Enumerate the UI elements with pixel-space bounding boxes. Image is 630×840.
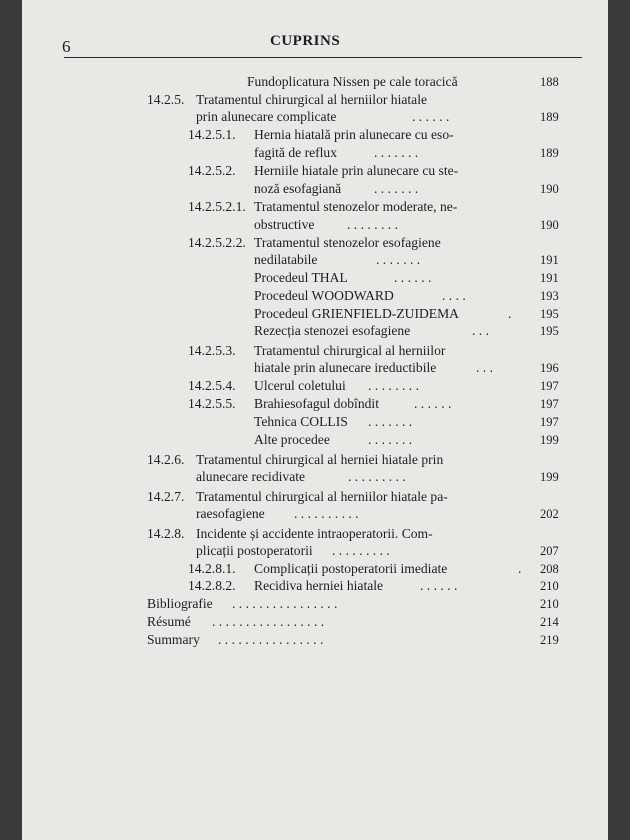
page-number: 6 — [62, 37, 71, 56]
toc-entry-title: Hernia hiatală prin alunecare cu eso- — [254, 127, 454, 142]
toc-entry-title: plicații postoperatorii — [196, 543, 313, 558]
toc-entry — [22, 234, 608, 252]
toc-entry-title: Tratamentul stenozelor esofagiene — [254, 235, 441, 250]
toc-leader-dots: . . . . . . — [420, 578, 458, 593]
toc-entry-title: noză esofagiană — [254, 181, 342, 196]
toc-entry — [22, 342, 608, 360]
toc-entry — [22, 451, 608, 469]
toc-entry — [22, 198, 608, 216]
toc-entry-title: Recidiva herniei hiatale — [254, 578, 384, 593]
toc-entry — [22, 413, 608, 431]
toc-entry — [22, 73, 608, 91]
toc-entry — [22, 488, 608, 506]
toc-entry-title: nedilatabile — [254, 252, 318, 267]
toc-entry — [22, 395, 608, 413]
toc-leader-dots: . . . . . . . — [374, 145, 419, 160]
toc-entry-number: 14.2.5.5. — [188, 396, 236, 411]
toc-leader-dots: . . . . . . . . . . . . . . . . — [232, 596, 338, 611]
toc-entry-title: Procedeul WOODWARD — [254, 288, 394, 303]
toc-entry — [22, 359, 608, 377]
toc-entry-title: Fundoplicatura Nissen pe cale toracică — [247, 74, 458, 89]
toc-entry-number: 14.2.8. — [147, 526, 185, 541]
toc-entry-page: 189 — [540, 146, 559, 160]
toc-entry — [22, 595, 608, 613]
toc-entry-page: 197 — [540, 397, 559, 411]
toc-leader-dots: . — [518, 561, 522, 576]
toc-entry-page: 195 — [540, 307, 559, 321]
toc-entry — [22, 542, 608, 560]
toc-entry — [22, 322, 608, 340]
toc-entry-title: Tratamentul chirurgical al herniilor hiatale pa- — [196, 489, 448, 504]
toc-entry-number: 14.2.7. — [147, 489, 185, 504]
toc-leader-dots: . . . . . . — [414, 396, 452, 411]
toc-entry — [22, 287, 608, 305]
toc-leader-dots: . . . . — [442, 288, 466, 303]
toc-entry-title: Incidente și accidente intraoperatorii. Com- — [196, 526, 433, 541]
toc-entry-number: 14.2.6. — [147, 452, 185, 467]
toc-entry-title: alunecare recidivate — [196, 469, 306, 484]
toc-entry — [22, 144, 608, 162]
toc-entry-title: Résumé — [147, 614, 191, 629]
toc-entry — [22, 305, 608, 323]
toc-leader-dots: . . . . . . . . — [347, 217, 398, 232]
toc-entry — [22, 468, 608, 486]
toc-entry-title: Tratamentul chirurgical al herniilor — [254, 343, 446, 358]
toc-entry-title: Tehnica COLLIS — [254, 414, 348, 429]
header-rule — [64, 57, 582, 58]
toc-leader-dots: . . . — [472, 323, 489, 338]
toc-leader-dots: . . . . . . . — [374, 181, 419, 196]
toc-entry — [22, 108, 608, 126]
toc-leader-dots: . . . . . . — [394, 270, 432, 285]
toc-entry-page: 191 — [540, 253, 559, 267]
toc-entry-title: raesofagiene — [196, 506, 265, 521]
toc-entry-page: 197 — [540, 415, 559, 429]
toc-entry — [22, 431, 608, 449]
toc-entry-page: 196 — [540, 361, 559, 375]
toc-entry-title: Procedeul THAL — [254, 270, 348, 285]
toc-entry-number: 14.2.5.2.1. — [188, 199, 246, 214]
toc-entry-number: 14.2.5.2.2. — [188, 235, 246, 250]
toc-entry-title: prin alunecare complicate — [196, 109, 337, 124]
toc-entry-title: Herniile hiatale prin alunecare cu ste- — [254, 163, 459, 178]
toc-entry — [22, 505, 608, 523]
toc-entry-title: hiatale prin alunecare ireductibile — [254, 360, 437, 375]
toc-entry-page: 210 — [540, 579, 559, 593]
toc-entry-number: 14.2.8.2. — [188, 578, 236, 593]
book-page — [22, 0, 608, 840]
toc-entry-page: 190 — [540, 218, 559, 232]
toc-entry — [22, 631, 608, 649]
toc-entry — [22, 126, 608, 144]
toc-leader-dots: . . . — [476, 360, 493, 375]
toc-entry — [22, 251, 608, 269]
toc-leader-dots: . . . . . . . — [376, 252, 421, 267]
toc-entry — [22, 577, 608, 595]
running-head: CUPRINS — [270, 33, 341, 49]
toc-entry-number: 14.2.5.2. — [188, 163, 236, 178]
toc-entry-title: Brahiesofagul dobîndit — [254, 396, 379, 411]
toc-entry-title: Rezecția stenozei esofagiene — [254, 323, 411, 338]
toc-entry-title: Ulcerul coletului — [254, 378, 346, 393]
toc-entry-number: 14.2.5.1. — [188, 127, 236, 142]
toc-leader-dots: . . . . . . . — [368, 414, 413, 429]
toc-entry-number: 14.2.5.4. — [188, 378, 236, 393]
toc-entry-page: 197 — [540, 379, 559, 393]
toc-entry-page: 214 — [540, 615, 559, 629]
toc-leader-dots: . . . . . . . . . . . . . . . . — [218, 632, 324, 647]
toc-leader-dots: . — [508, 306, 512, 321]
toc-entry-title: Tratamentul chirurgical al herniilor hiatale — [196, 92, 428, 107]
toc-entry-title: fagită de reflux — [254, 145, 338, 160]
toc-leader-dots: . . . . . . . . . — [348, 469, 406, 484]
toc-entry-page: 199 — [540, 433, 559, 447]
toc-entry — [22, 269, 608, 287]
toc-entry-title: Bibliografie — [147, 596, 213, 611]
toc-leader-dots: . . . . . . . . — [368, 378, 419, 393]
toc-entry-number: 14.2.5. — [147, 92, 185, 107]
toc-entry-title: Complicații postoperatorii imediate — [254, 561, 448, 576]
toc-entry-page: 190 — [540, 182, 559, 196]
toc-leader-dots: . . . . . . — [412, 109, 450, 124]
toc-entry-page: 193 — [540, 289, 559, 303]
toc-entry — [22, 613, 608, 631]
toc-entry-title: obstructive — [254, 217, 315, 232]
toc-entry — [22, 180, 608, 198]
toc-leader-dots: . . . . . . . — [368, 432, 413, 447]
toc-entry-title: Alte procedee — [254, 432, 330, 447]
toc-entry-title: Procedeul GRIENFIELD-ZUIDEMA — [254, 306, 459, 321]
toc-entry-page: 208 — [540, 562, 559, 576]
toc-entry-page: 199 — [540, 470, 559, 484]
toc-entry-number: 14.2.8.1. — [188, 561, 236, 576]
toc-entry-page: 189 — [540, 110, 559, 124]
toc-entry-title: Summary — [147, 632, 200, 647]
toc-entry-page: 191 — [540, 271, 559, 285]
toc-entry-page: 188 — [540, 75, 559, 89]
toc-entry — [22, 91, 608, 109]
toc-entry-title: Tratamentul chirurgical al herniei hiatale prin — [196, 452, 444, 467]
toc-entry-number: 14.2.5.3. — [188, 343, 236, 358]
toc-entry — [22, 216, 608, 234]
toc-entry-page: 207 — [540, 544, 559, 558]
toc-entry — [22, 560, 608, 578]
toc-entry-page: 202 — [540, 507, 559, 521]
toc-entry-page: 210 — [540, 597, 559, 611]
toc-entry — [22, 525, 608, 543]
toc-entry-page: 195 — [540, 324, 559, 338]
toc-entry-page: 219 — [540, 633, 559, 647]
toc-leader-dots: . . . . . . . . . . . . . . . . . — [212, 614, 325, 629]
toc-leader-dots: . . . . . . . . . — [332, 543, 390, 558]
toc-entry-title: Tratamentul stenozelor moderate, ne- — [254, 199, 458, 214]
toc-leader-dots: . . . . . . . . . . — [294, 506, 359, 521]
toc-entry — [22, 377, 608, 395]
toc-entry — [22, 162, 608, 180]
